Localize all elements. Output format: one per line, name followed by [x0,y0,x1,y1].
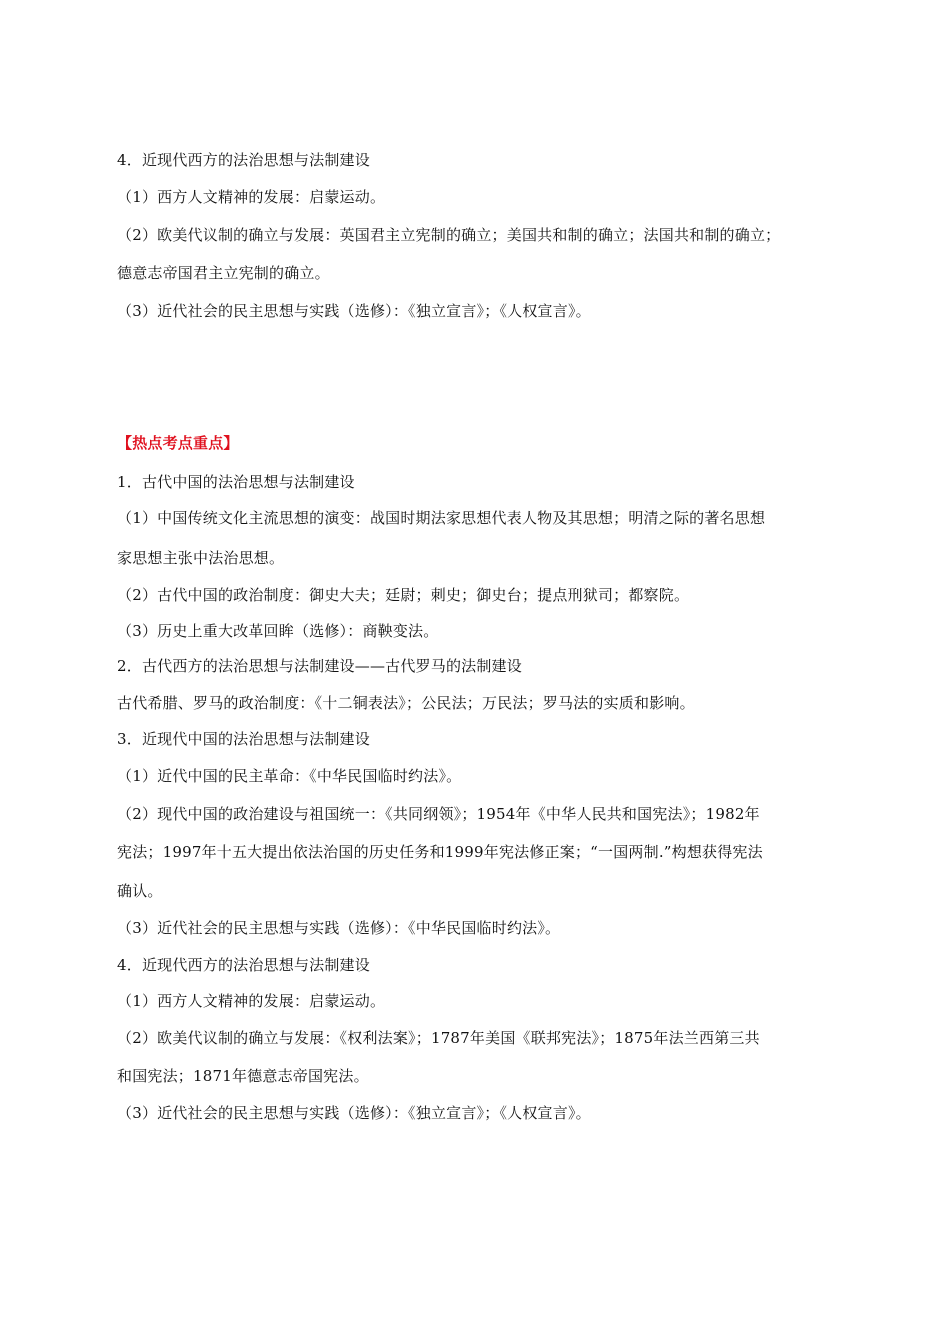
list-item: （1）西方人文精神的发展：启蒙运动。 [117,188,386,206]
list-item: （2）欧美代议制的确立与发展：英国君主立宪制的确立；美国共和制的确立；法国共和制的确立； [117,226,781,244]
list-item: （2）古代中国的政治制度：御史大夫；廷尉；刺史；御史台；提点刑狱司；都察院。 [117,586,690,604]
list-item: （2）欧美代议制的确立与发展：《权利法案》；1787年美国《联邦宪法》；1875年法兰西第三共 [117,1029,760,1047]
list-item-continued: 德意志帝国君主立宪制的确立。 [117,264,330,282]
list-item: （3）近代社会的民主思想与实践（选修）：《中华民国临时约法》。 [117,919,561,937]
list-item: （1）近代中国的民主革命：《中华民国临时约法》。 [117,767,462,785]
list-item: （3）近代社会的民主思想与实践（选修）：《独立宣言》；《人权宣言》。 [117,302,591,320]
section-title-ancient-west: 2．古代西方的法治思想与法制建设——古代罗马的法制建设 [117,657,522,675]
section-title-west-modern: 4．近现代西方的法治思想与法制建设 [117,151,370,169]
section-title-ancient-china: 1．古代中国的法治思想与法制建设 [117,473,355,491]
list-item-continued: 家思想主张中法治思想。 [117,549,285,567]
list-item-continued: 和国宪法；1871年德意志帝国宪法。 [117,1067,369,1085]
hot-points-heading: 【热点考点重点】 [117,434,239,452]
list-item: （1）中国传统文化主流思想的演变：战国时期法家思想代表人物及其思想；明清之际的著名思想 [117,509,766,527]
section-title-modern-china: 3．近现代中国的法治思想与法制建设 [117,730,370,748]
list-item: （3）近代社会的民主思想与实践（选修）：《独立宣言》；《人权宣言》。 [117,1104,591,1122]
list-item: （1）西方人文精神的发展：启蒙运动。 [117,992,386,1010]
list-item: （2）现代中国的政治建设与祖国统一：《共同纲领》；1954年《中华人民共和国宪法》；1982年 [117,805,760,823]
list-item: 古代希腊、罗马的政治制度：《十二铜表法》；公民法；万民法；罗马法的实质和影响。 [117,694,695,712]
list-item-continued: 宪法；1997年十五大提出依法治国的历史任务和1999年宪法修正案；“一国两制.”构想获得宪法 [117,843,763,861]
section-title-modern-west: 4．近现代西方的法治思想与法制建设 [117,956,370,974]
list-item: （3）历史上重大改革回眸（选修）：商鞅变法。 [117,622,439,640]
list-item-continued: 确认。 [117,882,163,900]
